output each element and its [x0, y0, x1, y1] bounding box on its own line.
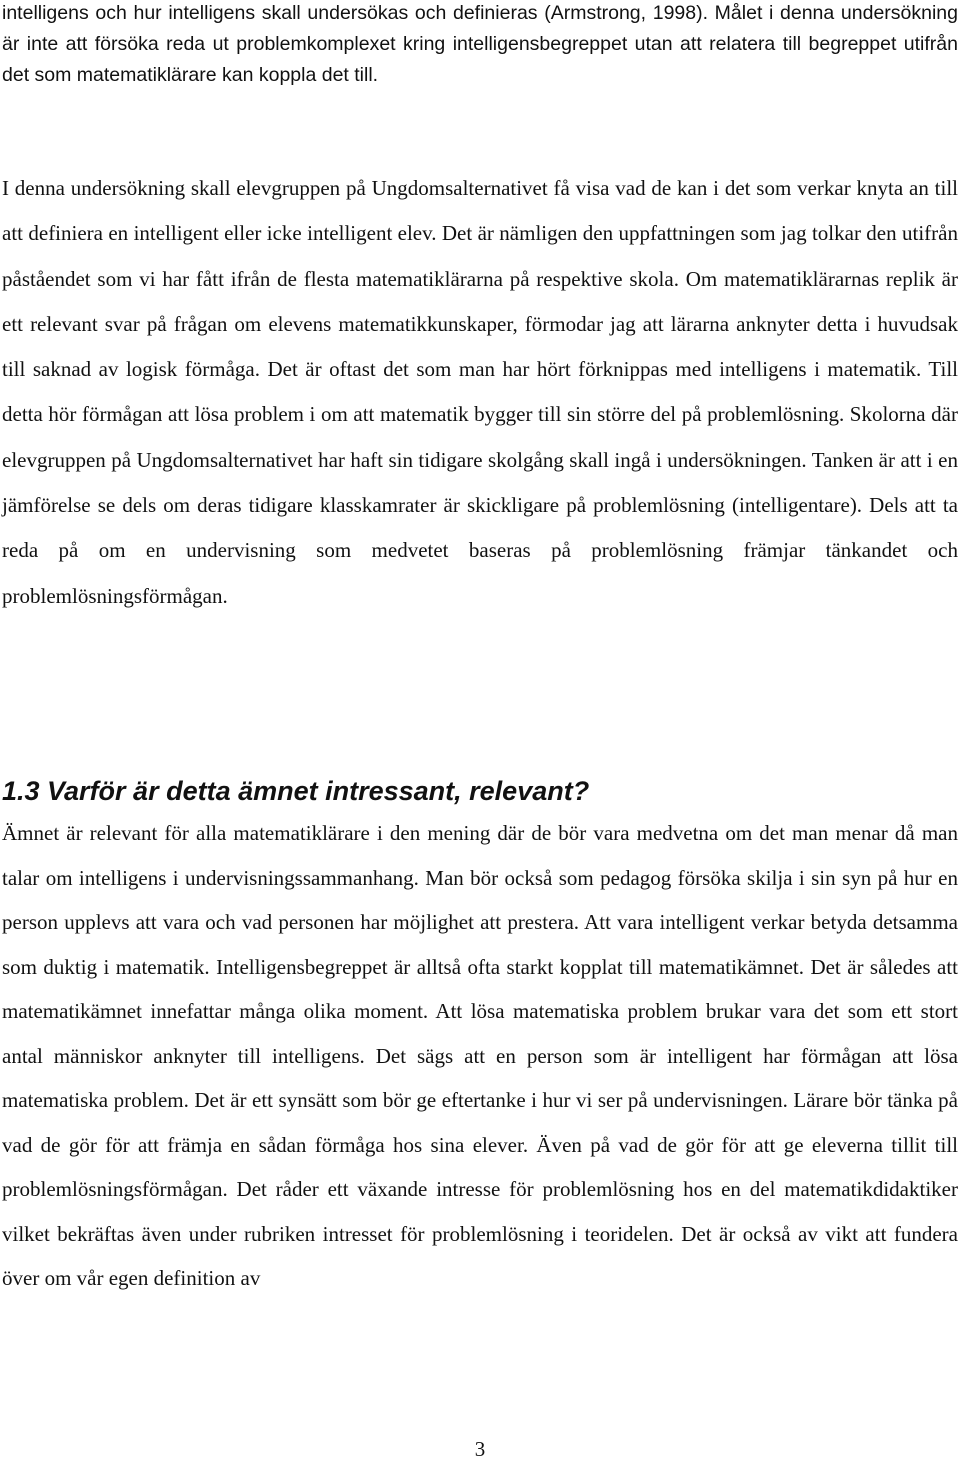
page-number: 3	[474, 1437, 486, 1461]
section-paragraph: Ämnet är relevant för alla matematiklärare i den mening där de bör vara medvetna om det man menar då man talar om intelligens i undervisningssammanhang. Man bör också som pedagog försöka skilja i sin syn på hur en person upplevs att vara och vad personen har möjlighet att prestera. Att vara intelligent verkar betyda detsamma som duktig i matematik. Intelligensbegreppet är alltså ofta starkt kopplat till matematikämnet. Det är således att matematikämnet innefattar många olika moment. Att lösa matematiska problem brukar vara det som ett stort antal människor anknyter till intelligens. Det sägs att en person som är intelligent har förmågan att lösa matematiska problem. Det är ett synsätt som bör ge eftertanke i hur vi ser på undervisningen. Lärare bör tänka på vad de gör för att främja en sådan förmåga hos sina elever. Även på vad de gör för att ge eleverna tillit till problemlösningsförmågan. Det råder ett växande intresse för problemlösning hos en del matematikdidaktiker vilket bekräftas även under rubriken intresset för problemlösning i teoridelen. Det är också av vikt att fundera över om vår egen definition av	[2, 821, 958, 1290]
section-heading: 1.3 Varför är detta ämnet intressant, relevant?	[2, 776, 590, 806]
main-paragraph: I denna undersökning skall elevgruppen på Ungdomsalternativet få visa vad de kan i det som verkar knyta an till att definiera en intelligent eller icke intelligent elev. Det är nämligen den uppfattningen som jag tolkar den utifrån påståendet som vi har fått ifrån de flesta matematiklärarna på respektive skola. Om matematiklärarnas replik är ett relevant svar på frågan om elevens matematikkunskaper, förmodar jag att lärarna anknyter detta i huvudsak till saknad av logisk förmåga. Det är oftast det som man har hört förknippas med intelligens i matematik. Till detta hör förmågan att lösa problem i om att matematik bygger till sin större del på problemlösning. Skolorna där elevgruppen på Ungdomsalternativet har haft sin tidigare skolgång skall ingå i undersökningen. Tanken är att i en jämförelse se dels om deras tidigare klasskamrater är skickligare på problemlösning (intelligentare). Dels att ta reda på om en undervisning som medvetet baseras på problemlösning främjar tänkandet och problemlösningsförmågan.	[2, 176, 958, 608]
intro-paragraph: intelligens och hur intelligens skall undersökas och definieras (Armstrong, 1998). Målet i denna undersökning är inte att försöka reda ut problemkomplexet kring intelligensbegreppet utan att relatera till begreppet utifrån det som matematiklärare kan koppla det till.	[2, 2, 958, 86]
